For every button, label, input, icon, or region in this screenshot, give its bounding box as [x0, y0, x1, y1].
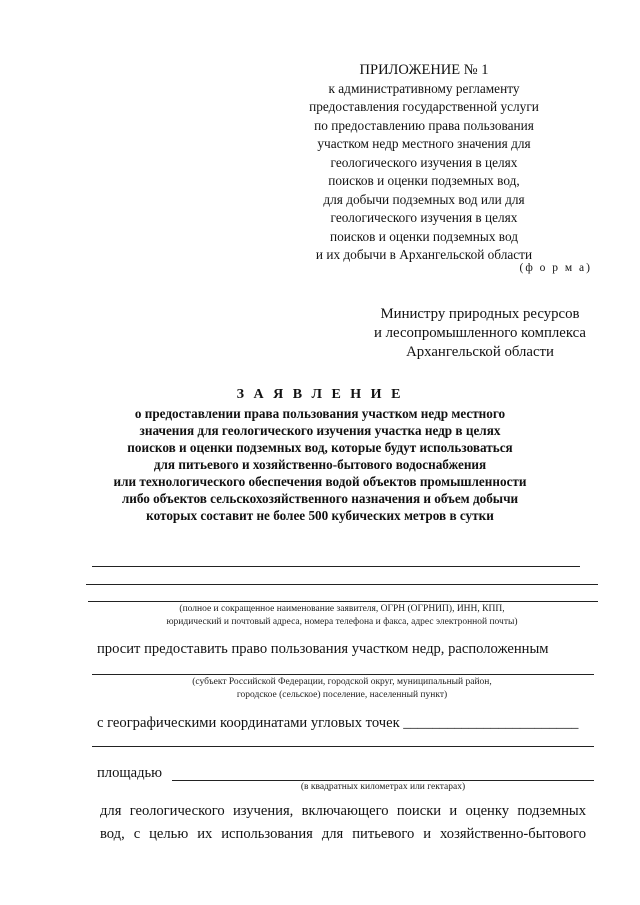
statement-line: значения для геологического изучения участка недр в целях: [139, 423, 501, 438]
area-hint: (в квадратных километрах или гектарах): [300, 782, 466, 792]
form-label: (ф о р м а): [519, 262, 592, 274]
hint-line: (полное и сокращенное наименование заявителя, ОГРН (ОГРНИП), ИНН, КПП,: [179, 604, 505, 614]
purpose-line: для геологического изучения, включающего поиски и оценку подземных: [100, 803, 586, 819]
applicant-name-line-2[interactable]: [86, 584, 598, 585]
coordinates-line[interactable]: [92, 746, 594, 747]
addressee: [352, 305, 608, 362]
appendix-line: для добычи подземных вод или для: [323, 191, 525, 207]
statement-line: поисков и оценки подземных вод, которые будут использоваться: [127, 440, 513, 455]
coordinates-label: с географическими координатами угловых точек ________________________: [97, 715, 579, 731]
appendix-line: поисков и оценки подземных вод,: [328, 173, 520, 188]
applicant-hint: [92, 603, 592, 629]
hint-line: юридический и почтовый адреса, номера телефона и факса, адрес электронной почты): [166, 617, 518, 627]
appendix-line: предоставления государственной услуги: [309, 99, 539, 114]
addressee-line: Архангельской области: [406, 344, 554, 360]
statement-title: З А Я В Л Е Н И Е: [236, 387, 404, 402]
location-hint: [92, 676, 592, 702]
area-label: площадью: [97, 765, 163, 781]
purpose-text: [100, 800, 586, 846]
appendix-header: [300, 61, 548, 265]
addressee-line: и лесопромышленного комплекса: [374, 325, 586, 341]
statement-line: для питьевого и хозяйственно-бытового водоснабжения: [153, 457, 487, 472]
hint-line: городское (сельское) поселение, населенный пункт): [236, 690, 448, 700]
hint-line: (субъект Российской Федерации, городской округ, муниципальный район,: [192, 677, 492, 687]
statement-line: или технологического обеспечения водой объектов промышленности: [113, 474, 527, 489]
appendix-line: к административному регламенту: [328, 80, 520, 96]
statement-line: либо объектов сельскохозяйственного назначения и объем добычи: [121, 491, 519, 506]
appendix-title: ПРИЛОЖЕНИЕ № 1: [359, 62, 489, 78]
appendix-line: поисков и оценки подземных вод: [329, 228, 519, 244]
statement-line: которых составит не более 500 кубических метров в сутки: [146, 508, 494, 523]
addressee-line: Министру природных ресурсов: [380, 306, 580, 322]
appendix-line: по предоставлению права пользования: [314, 117, 534, 133]
statement-line: о предоставлении права пользования участком недр местного: [134, 406, 506, 421]
appendix-line: геологического изучения в целях: [330, 154, 518, 170]
purpose-line: вод, с целью их использования для питьевого и хозяйственно-бытового: [100, 826, 586, 842]
request-text: просит предоставить право пользования участком недр, расположенным: [97, 641, 549, 657]
statement-subject: [100, 405, 540, 524]
applicant-name-line-1[interactable]: [92, 566, 580, 567]
appendix-line: и их добычи в Архангельской области: [315, 247, 533, 262]
location-line[interactable]: [92, 674, 594, 675]
appendix-line: геологического изучения в целях: [330, 210, 518, 225]
appendix-line: участком недр местного значения для: [317, 136, 531, 151]
applicant-name-line-3[interactable]: [88, 601, 598, 602]
